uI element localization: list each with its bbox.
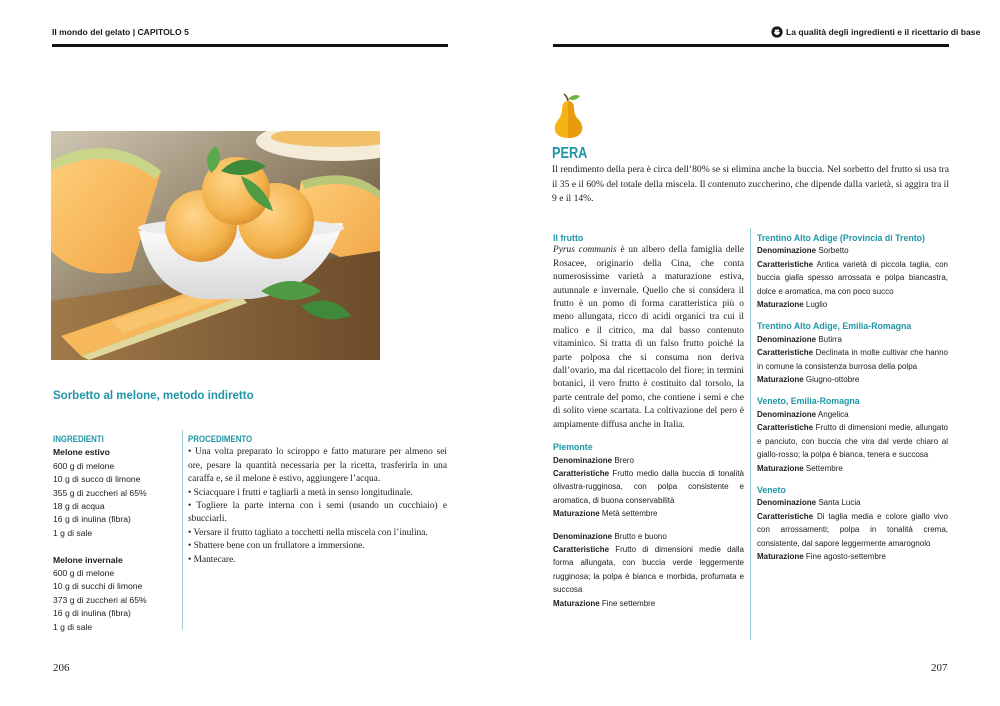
fruit-column-left bbox=[553, 232, 744, 610]
variety-caratteristiche: Caratteristiche Declinata in molte cultivar che hanno in comune la consistenza burrosa della polpa bbox=[757, 348, 948, 371]
region-heading: Piemonte bbox=[553, 442, 593, 453]
procedure-step: • Sciacquare i frutti e tagliarli a metà in senso longitudinale. bbox=[188, 487, 413, 498]
ingredients-heading: INGREDIENTI bbox=[53, 433, 104, 444]
ingredient-item: 600 g di melone bbox=[53, 460, 115, 471]
procedure-heading: PROCEDIMENTO bbox=[188, 433, 253, 444]
header-rule-right bbox=[553, 44, 949, 47]
variety-caratteristiche: Caratteristiche Frutto di dimensioni medie dalla forma allungata, con buccia verde leggermente rugginosa; la polpa è bianca e morbida, profumata e succosa bbox=[553, 544, 744, 595]
header-rule-left bbox=[52, 44, 448, 47]
ingredient-item: 1 g di sale bbox=[53, 527, 93, 538]
ingredient-item: 600 g di melone bbox=[53, 568, 115, 579]
il-frutto-heading: Il frutto bbox=[553, 233, 584, 243]
latin-name: Pyrus communis bbox=[553, 245, 617, 256]
ingredient-item: 10 g di succo di limone bbox=[53, 474, 141, 485]
pear-icon bbox=[552, 93, 586, 139]
right-page bbox=[500, 0, 1000, 706]
procedure-column bbox=[188, 432, 447, 567]
ingredient-item: 373 g di zuccheri al 65% bbox=[53, 594, 147, 605]
variety-denominazione: Denominazione Brutto e buono bbox=[553, 531, 667, 541]
ingredient-item: 355 g di zuccheri al 65% bbox=[53, 487, 147, 498]
melon-sorbet-photo bbox=[51, 131, 380, 360]
page-number-left: 206 bbox=[53, 662, 70, 674]
region-heading: Trentino Alto Adige, Emilia-Romagna bbox=[757, 321, 912, 332]
procedure-step: • Sbattere bene con un frullatore a immersione. bbox=[188, 541, 365, 552]
variety-maturazione: Maturazione Metà settembre bbox=[553, 509, 658, 519]
procedure-step: • Versare il frutto tagliato a tocchetti nella miscela con l’inulina. bbox=[188, 527, 428, 538]
ingredients-column bbox=[53, 432, 181, 634]
variety-maturazione: Maturazione Fine settembre bbox=[553, 598, 656, 608]
recipe-column-divider bbox=[182, 430, 183, 630]
variety-maturazione: Maturazione Luglio bbox=[757, 300, 828, 310]
recipe-title: Sorbetto al melone, metodo indiretto bbox=[53, 390, 254, 402]
variety-entry bbox=[553, 530, 744, 610]
ingredient-item: 16 g di inulina (fibra) bbox=[53, 608, 131, 619]
procedure-step: • Togliere la parte interna con i semi (usando un cucchiaio) e sbucciarli. bbox=[188, 501, 447, 525]
running-head-left: Il mondo del gelato | CAPITOLO 5 bbox=[52, 27, 189, 37]
ingredient-item: 1 g di sale bbox=[53, 621, 93, 632]
region-heading: Veneto, Emilia-Romagna bbox=[757, 396, 860, 407]
variety-denominazione: Denominazione Brero bbox=[553, 455, 634, 465]
variety-caratteristiche: Caratteristiche Frutto medio dalla buccia di tonalità olivastra-rugginosa, con polpa consistente e aromatica, di buona conservabilità bbox=[553, 468, 744, 505]
sorbet-bowl-icon bbox=[771, 25, 783, 37]
ingredient-item: 16 g di inulina (fibra) bbox=[53, 514, 131, 525]
variety-entry bbox=[757, 496, 948, 563]
il-frutto-text bbox=[553, 244, 744, 432]
variety-denominazione: Denominazione Santa Lucia bbox=[757, 498, 861, 508]
il-frutto-body: è un albero della famiglia delle Rosacee, originario della Cina, che conta numerosissime varietà a maturazione estiva, autunnale e invernale. Quello che si considera il frutto è un pomo di forma caratteristica più o meno allungata, ricco di acidi organici tra cui il malico e il citrico, ma dal basso contenuto vitaminico. Si tratta di un falso frutto poiché la parte polposa che si consuma non deriva dall’ovario, ma dal ricettacolo del fiore; in termini botanici, il vero frutto è costituito dal torsolo, la parte centrale del pomo, che contiene i semi e che di solito viene scartata. La coltivazione del pero è ampiamente diffusa anche in Italia. bbox=[553, 245, 744, 430]
variety-denominazione: Denominazione Butirra bbox=[757, 334, 842, 344]
variety-maturazione: Maturazione Settembre bbox=[757, 463, 843, 473]
fruit-title: PERA bbox=[552, 145, 588, 162]
variety-denominazione: Denominazione Sorbetto bbox=[757, 246, 849, 256]
fruit-column-divider bbox=[750, 228, 751, 640]
ingredient-group-title: Melone invernale bbox=[53, 554, 123, 565]
variety-maturazione: Maturazione Fine agosto-settembre bbox=[757, 551, 886, 561]
variety-entry bbox=[757, 333, 948, 387]
fruit-intro: Il rendimento della pera è circa dell’80% se si elimina anche la buccia. Nel sorbetto del frutto si usa tra il 35 e il 60% del totale della miscela. Il contenuto zuccherino, che dipende dalla varietà, si aggira tra il 9 e il 14%. bbox=[552, 164, 949, 205]
procedure-step: • Mantecare. bbox=[188, 554, 236, 565]
region-heading: Veneto bbox=[757, 484, 786, 495]
ingredient-item: 10 g di succhi di limone bbox=[53, 581, 143, 592]
procedure-step: • Una volta preparato lo sciroppo e fatto maturare per almeno sei ore, pesare la quantità necessaria per la ricetta, trasferirla in una caraffa e, se il melone è estivo, aggiungere l’acqua. bbox=[188, 447, 447, 485]
variety-entry bbox=[553, 454, 744, 521]
variety-caratteristiche: Caratteristiche Antica varietà di piccola taglia, con buccia gialla spesso arrossata e polpa biancastra, dolce e aromatica, ma con poco succo bbox=[757, 259, 948, 296]
running-head-right: La qualità degli ingredienti e il ricettario di base bbox=[786, 27, 981, 37]
variety-maturazione: Maturazione Giugno-ottobre bbox=[757, 375, 860, 385]
fruit-column-right bbox=[757, 232, 948, 563]
ingredient-group-title: Melone estivo bbox=[53, 447, 110, 458]
variety-entry bbox=[757, 244, 948, 311]
ingredient-item: 18 g di acqua bbox=[53, 501, 105, 512]
region-heading: Trentino Alto Adige (Provincia di Trento) bbox=[757, 233, 925, 243]
page-number-right: 207 bbox=[931, 662, 948, 674]
variety-caratteristiche: Caratteristiche Di taglia media e colore giallo vivo con arrossamenti; polpa in tonalità crema, consistente, dal sapore leggermente amarognolo bbox=[757, 511, 948, 548]
variety-entry bbox=[757, 408, 948, 475]
variety-denominazione: Denominazione Angelica bbox=[757, 409, 849, 419]
variety-caratteristiche: Caratteristiche Frutto di dimensioni medie, allungato e panciuto, con buccia che vira dal verde chiaro al giallo-rosso; la polpa è bianca, tenera e succosa bbox=[757, 423, 948, 460]
